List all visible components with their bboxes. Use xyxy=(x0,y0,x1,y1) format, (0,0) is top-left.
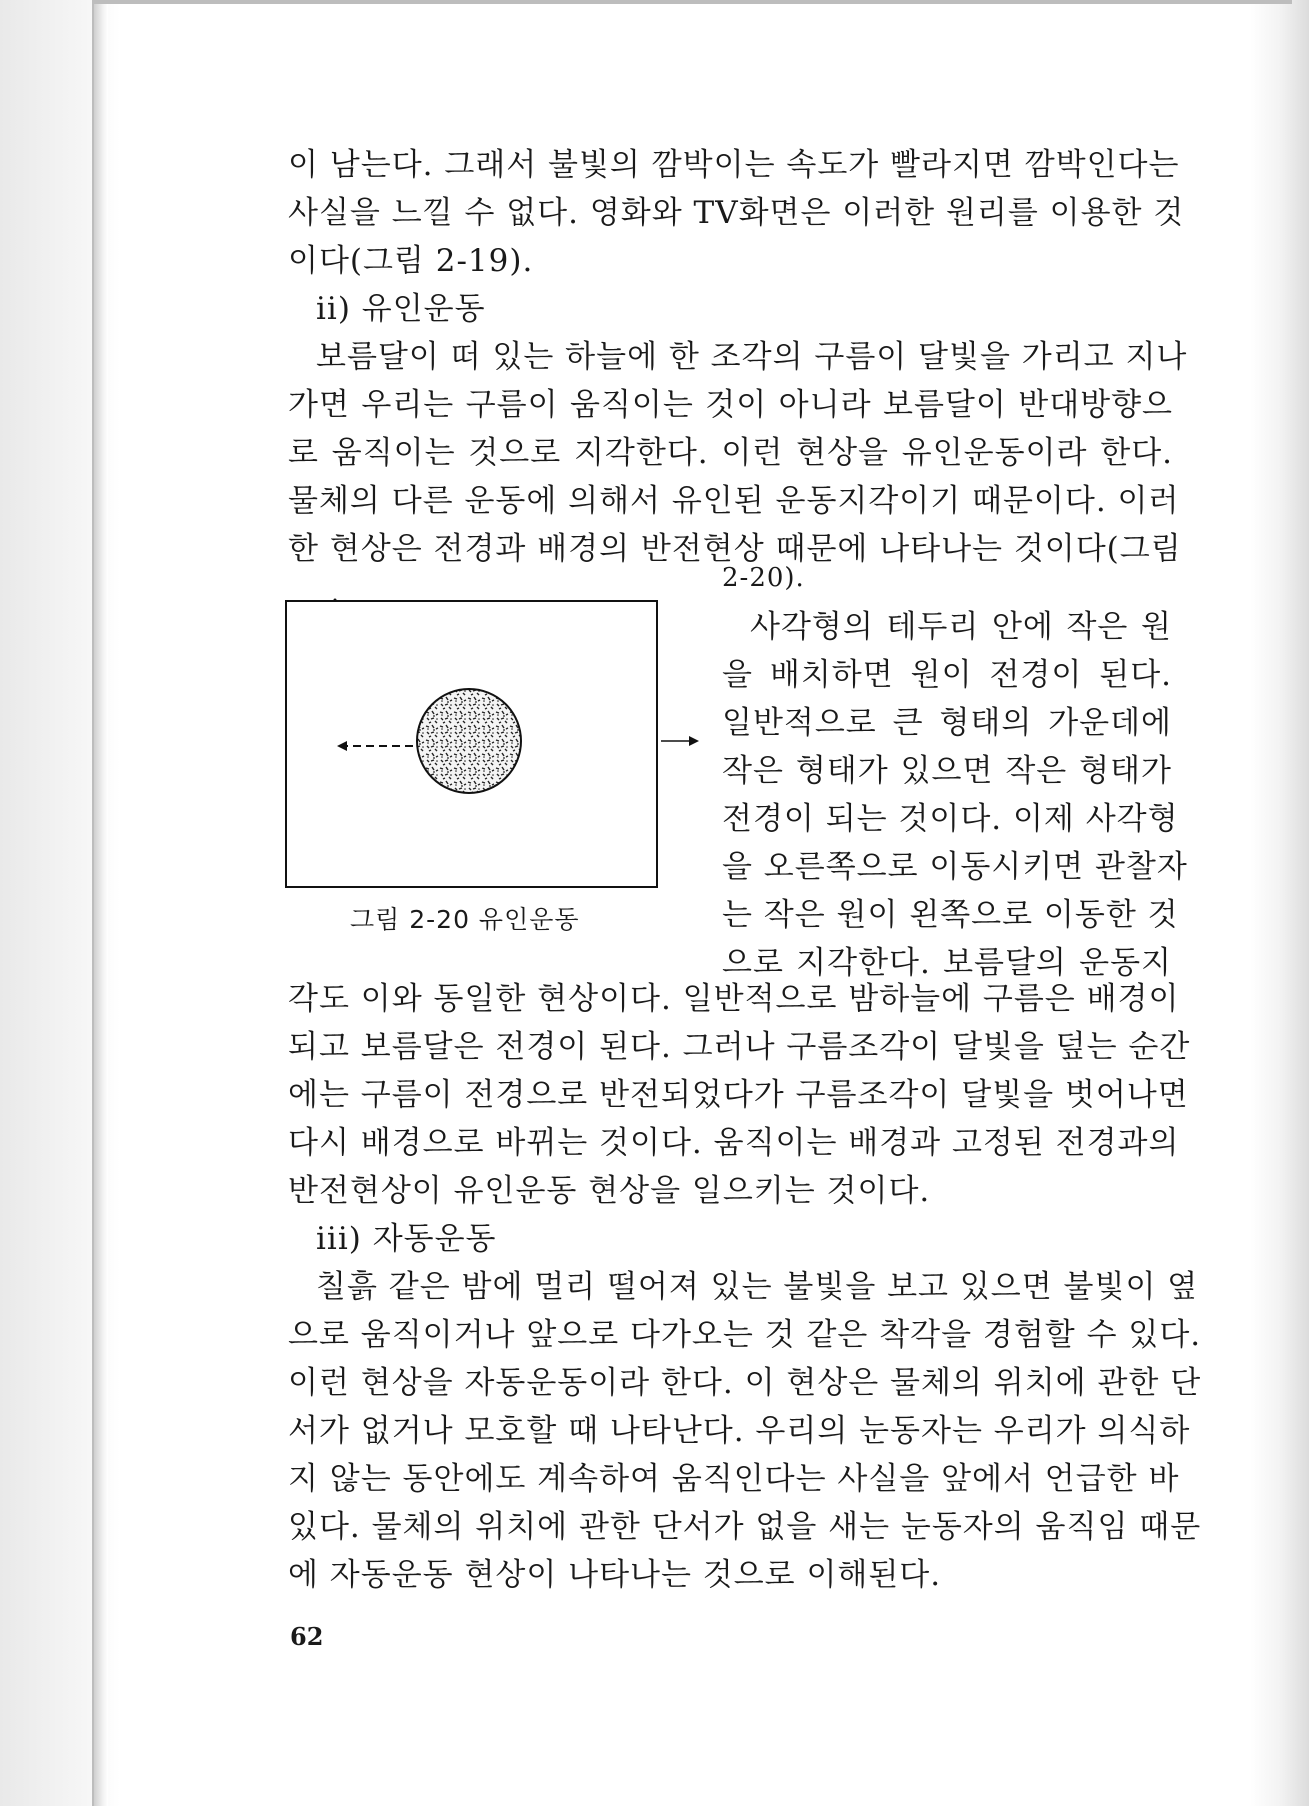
text-line: 있다. 물체의 위치에 관한 단서가 없을 새는 눈동자의 움직임 때문 xyxy=(288,1509,1202,1545)
text-line: 사실을 느낄 수 없다. 영화와 TV화면은 이러한 원리를 이용한 것 xyxy=(288,195,1185,231)
text-line: 을 배치하면 원이 전경이 된다. xyxy=(722,657,1172,693)
body-text-bottom xyxy=(288,975,1202,1599)
small-circle xyxy=(417,689,521,793)
frame-corner-dot xyxy=(334,599,337,602)
text-line: 되고 보름달은 전경이 된다. 그러나 구름조각이 달빛을 덮는 순간 xyxy=(288,1029,1191,1065)
text-line: 으로 움직이거나 앞으로 다가오는 것 같은 착각을 경험할 수 있다. xyxy=(288,1317,1202,1353)
text-line: 로 움직이는 것으로 지각한다. 이런 현상을 유인운동이라 한다. xyxy=(288,435,1173,471)
text-line: 에 자동운동 현상이 나타나는 것으로 이해된다. xyxy=(288,1557,942,1593)
text-line: 으로 지각한다. 보름달의 운동지 xyxy=(722,945,1172,981)
induced-motion-diagram xyxy=(285,598,705,898)
side-text xyxy=(722,603,1188,987)
book-spine xyxy=(92,0,108,1806)
figure-caption: 그림 2-20 유인운동 xyxy=(350,905,580,934)
left-arrow-head xyxy=(337,741,347,751)
text-line: 반전현상이 유인운동 현상을 일으키는 것이다. xyxy=(288,1173,931,1209)
body-text-top xyxy=(288,141,1188,573)
text-line: 는 작은 원이 왼쪽으로 이동한 것 xyxy=(722,897,1179,933)
text-line: 물체의 다른 운동에 의해서 유인된 운동지각이기 때문이다. 이러 xyxy=(288,483,1180,519)
section-heading-ii: ii) 유인운동 xyxy=(316,291,486,327)
text-line: 사각형의 테두리 안에 작은 원 xyxy=(750,609,1172,645)
text-line: 다시 배경으로 바뀌는 것이다. 움직이는 배경과 고정된 전경과의 xyxy=(288,1125,1180,1161)
figure-reference: 2-20). xyxy=(722,563,805,593)
text-line: 작은 형태가 있으면 작은 형태가 xyxy=(722,753,1172,789)
section-heading-iii: iii) 자동운동 xyxy=(316,1221,497,1257)
page-number: 62 xyxy=(290,1622,324,1651)
text-line: 이다(그림 2-19). xyxy=(288,243,534,279)
text-line: 을 오른쪽으로 이동시키면 관찰자 xyxy=(722,849,1188,885)
text-line: 보름달이 떠 있는 하늘에 한 조각의 구름이 달빛을 가리고 지나 xyxy=(316,339,1188,375)
text-line: 에는 구름이 전경으로 반전되었다가 구름조각이 달빛을 벗어나면 xyxy=(288,1077,1189,1113)
text-line: 칠흙 같은 밤에 멀리 떨어져 있는 불빛을 보고 있으면 불빛이 옆 xyxy=(316,1269,1199,1305)
text-line: 전경이 되는 것이다. 이제 사각형 xyxy=(722,801,1179,837)
text-line: 이 남는다. 그래서 불빛의 깜박이는 속도가 빨라지면 깜박인다는 xyxy=(288,147,1180,183)
text-line: 이런 현상을 자동운동이라 한다. 이 현상은 물체의 위치에 관한 단 xyxy=(288,1365,1202,1401)
page-top-edge xyxy=(92,0,1292,4)
text-line: 각도 이와 동일한 현상이다. 일반적으로 밤하늘에 구름은 배경이 xyxy=(288,981,1180,1017)
text-line: 가면 우리는 구름이 움직이는 것이 아니라 보름달이 반대방향으 xyxy=(288,387,1173,423)
text-line: 서가 없거나 모호할 때 나타난다. 우리의 눈동자는 우리가 의식하 xyxy=(288,1413,1191,1449)
text-line: 한 현상은 전경과 배경의 반전현상 때문에 나타나는 것이다(그림 xyxy=(288,531,1182,567)
text-line: 일반적으로 큰 형태의 가운데에 xyxy=(722,705,1172,741)
figure-2-20 xyxy=(285,598,660,888)
right-arrow-head xyxy=(689,736,699,746)
text-line: 지 않는 동안에도 계속하여 움직인다는 사실을 앞에서 언급한 바 xyxy=(288,1461,1180,1497)
